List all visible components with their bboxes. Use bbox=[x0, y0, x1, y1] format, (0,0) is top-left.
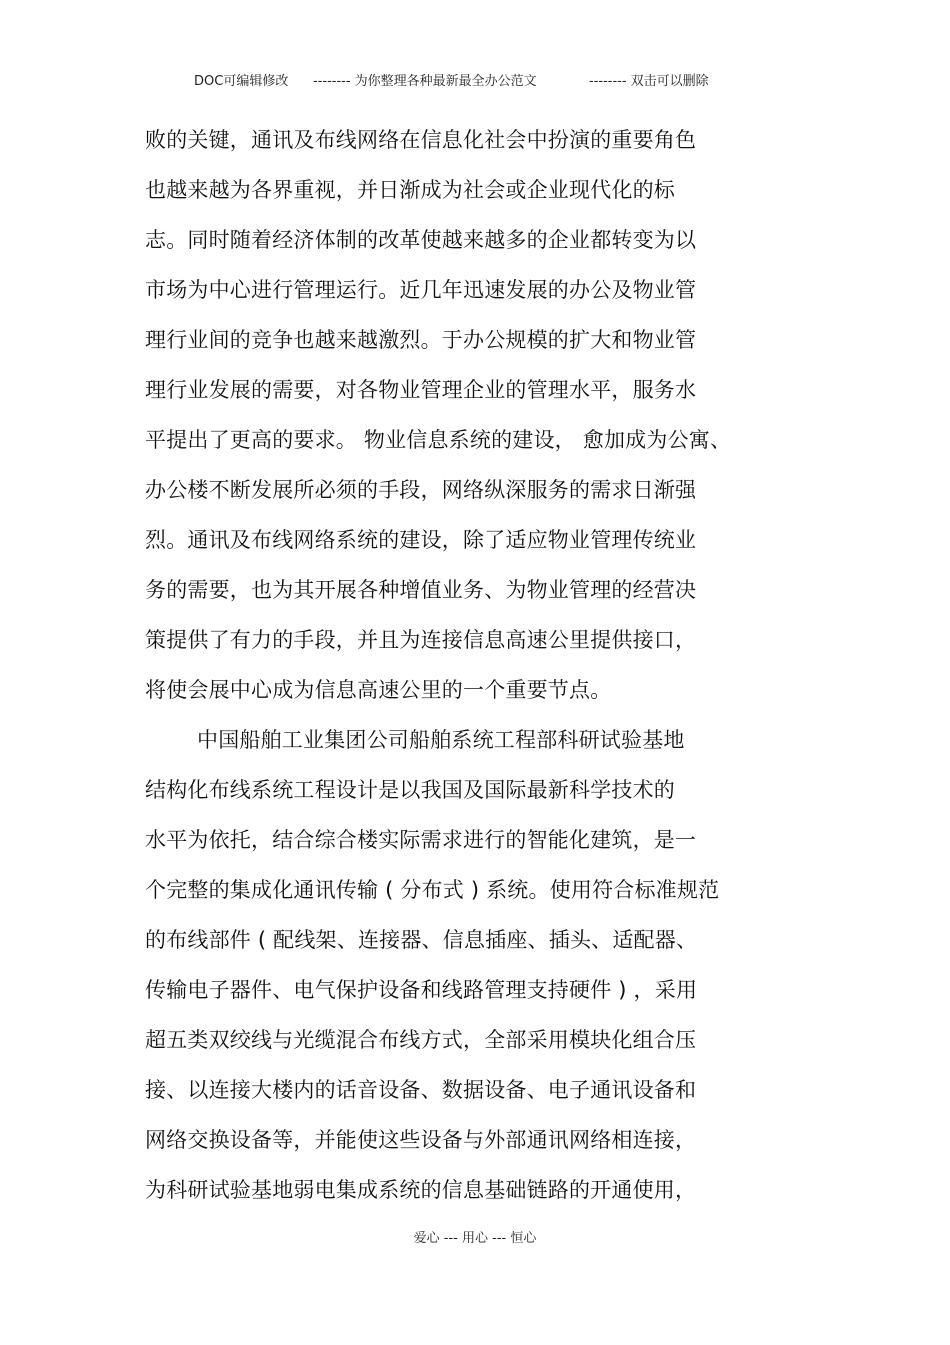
text-line: 将使会展中心成为信息高速公里的一个重要节点。 bbox=[145, 678, 612, 702]
text-line: 志。同时随着经济体制的改革使越来越多的企业都转变为以 bbox=[145, 228, 697, 252]
header-left-text: DOC可编辑修改 bbox=[194, 74, 289, 89]
text-line: 接、以连接大楼内的话音设备、数据设备、电子通讯设备和 bbox=[145, 1078, 697, 1102]
text-line: 结构化布线系统工程设计是以我国及国际最新科学技术的 bbox=[145, 778, 675, 802]
page-header bbox=[0, 72, 950, 92]
text-line: 超五类双绞线与光缆混合布线方式，全部采用模块化组合压 bbox=[145, 1028, 697, 1052]
text-line: 水平为依托，结合综合楼实际需求进行的智能化建筑，是一 bbox=[145, 828, 697, 852]
text-line: 平提出了更高的要求。 物业信息系统的建设， 愈加成为公寓、 bbox=[145, 428, 732, 452]
text-line: 传输电子器件、电气保护设备和线路管理支持硬件 ) ，采用 bbox=[145, 978, 698, 1002]
text-line: 市场为中心进行管理运行。近几年迅速发展的办公及物业管 bbox=[145, 278, 697, 302]
header-middle-text: -------- 为你整理各种最新最全办公范文 bbox=[313, 74, 537, 89]
text-line: 败的关键，通讯及布线网络在信息化社会中扮演的重要角色 bbox=[145, 128, 697, 152]
header-right-text: -------- 双击可以删除 bbox=[589, 74, 709, 89]
paragraph-start-line: 中国船舶工业集团公司船舶系统工程部科研试验基地 bbox=[197, 728, 685, 752]
text-line: 也越来越为各界重视，并日渐成为社会或企业现代化的标 bbox=[145, 178, 675, 202]
text-line: 个完整的集成化通讯传输 ( 分布式 ) 系统。使用符合标准规范 bbox=[145, 878, 720, 902]
text-line: 网络交换设备等，并能使这些设备与外部通讯网络相连接， bbox=[145, 1128, 697, 1152]
text-line: 烈。通讯及布线网络系统的建设，除了适应物业管理传统业 bbox=[145, 528, 697, 552]
text-line: 的布线部件 ( 配线架、连接器、信息插座、插头、适配器、 bbox=[145, 928, 698, 952]
text-line: 务的需要，也为其开展各种增值业务、为物业管理的经营决 bbox=[145, 578, 697, 602]
text-line: 理行业间的竞争也越来越激烈。于办公规模的扩大和物业管 bbox=[145, 328, 697, 352]
text-line: 为科研试验基地弱电集成系统的信息基础链路的开通使用， bbox=[145, 1178, 697, 1202]
text-line: 办公楼不断发展所必须的手段，网络纵深服务的需求日渐强 bbox=[145, 478, 697, 502]
text-line: 理行业发展的需要，对各物业管理企业的管理水平，服务水 bbox=[145, 378, 697, 402]
page-footer: 爱心 --- 用心 --- 恒心 bbox=[413, 1231, 537, 1246]
text-line: 策提供了有力的手段，并且为连接信息高速公里提供接口， bbox=[145, 628, 697, 652]
